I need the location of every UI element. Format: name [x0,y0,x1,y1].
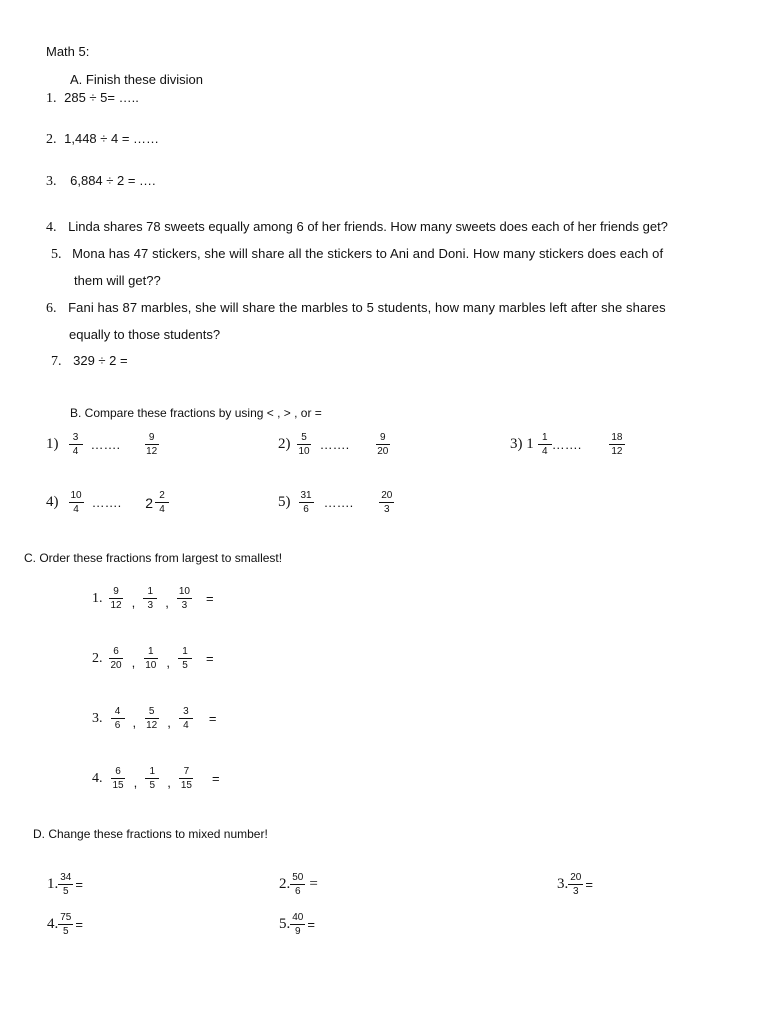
question-text: Mona has 47 stickers, she will share all the stickers to Ani and Doni. How many stickers does each of [72,246,664,261]
question-a1 [46,90,139,107]
fraction: $\frac{6}{20}$ [110,646,122,671]
question-a3 [46,173,156,190]
item-label: 2) [278,436,291,452]
compare-item-2 [278,432,390,457]
question-text: 6,884 ÷ 2 = …. [70,173,156,188]
order-item-1 [92,586,214,611]
equals-sign: = [206,651,214,666]
question-number: 4. [46,220,57,235]
order-item-4 [92,766,220,791]
section-c-heading: C. Order these fractions from largest to smallest! [24,551,283,565]
fraction: $\frac{4}{6}$ [111,706,125,731]
equals-sign: = [585,877,593,892]
equals-sign: = [309,876,318,892]
blank-dots: ……. [323,495,354,510]
compare-item-1 [46,432,159,457]
question-text: Linda shares 78 sweets equally among 6 of her friends. How many sweets does each of her friends get? [68,219,668,234]
item-number: 2. [92,650,103,666]
equals-sign: = [208,711,217,726]
equals-sign: = [75,877,83,892]
question-a6-cont: equally to those students? [69,327,221,342]
fraction: $\frac{9}{20}$ [377,432,389,457]
fraction: $\frac{1}{5}$ [178,646,192,671]
page-title: Math 5: [46,44,90,59]
fraction: $\frac{3}{4}$ [69,432,83,457]
equals-sign: = [75,917,83,932]
item-label: 5) [278,494,291,510]
question-number: 6. [46,301,57,316]
item-label: 1) [46,436,59,452]
mixed-item-1 [47,872,83,897]
fraction: $\frac{1}{4}$ [538,432,552,457]
item-number: 1. [47,876,59,892]
question-number: 2. [46,132,57,147]
separator: , [165,595,169,610]
item-number: 4. [92,770,103,786]
question-a5 [51,246,663,263]
compare-item-3 [510,432,625,457]
question-number: 3. [46,174,57,189]
separator: , [133,775,138,790]
question-text: 285 ÷ 5= ….. [64,90,139,105]
question-number: 5. [51,247,62,262]
question-a7 [51,353,128,370]
fraction: $\frac{20}{3}$ [381,490,393,515]
fraction: $\frac{5}{12}$ [146,706,158,731]
mixed-item-5 [279,912,315,937]
item-number: 4. [47,916,59,932]
mixed-item-3 [557,872,593,897]
question-a6 [46,300,666,317]
fraction: $\frac{7}{15}$ [180,766,192,791]
equals-sign: = [307,917,315,932]
question-a5-cont: them will get?? [74,273,161,288]
item-number: 3. [92,710,103,726]
fraction: $\frac{1}{3}$ [143,586,157,611]
fraction: $\frac{50}{6}$ [292,872,304,897]
section-b-heading: B. Compare these fractions by using < , > , or = [70,406,322,420]
fraction: $\frac{10}{3}$ [178,586,190,611]
order-item-3 [92,706,216,731]
fraction: $\frac{18}{12}$ [611,432,623,457]
item-label: 3) 1 [510,436,534,452]
separator: , [166,655,170,670]
fraction: $\frac{75}{5}$ [60,912,72,937]
fraction: $\frac{20}{3}$ [570,872,582,897]
item-number: 1. [92,590,103,606]
blank-dots: ……. [91,495,122,510]
fraction: $\frac{31}{6}$ [300,490,312,515]
question-text: 1,448 ÷ 4 = …… [64,131,160,146]
question-text: Fani has 87 marbles, she will share the marbles to 5 students, how many marbles left after she shares [68,300,666,315]
section-a-heading: A. Finish these division [70,72,203,87]
question-a4 [46,219,668,236]
fraction: $\frac{2}{4}$ [155,490,169,515]
blank-dots: ……. [90,437,121,452]
fraction: $\frac{9}{12}$ [110,586,122,611]
fraction: $\frac{10}{4}$ [70,490,82,515]
separator: , [131,655,136,670]
question-number: 1. [46,91,57,106]
item-label: 4) [46,494,59,510]
fraction: $\frac{5}{10}$ [298,432,310,457]
question-text: 329 ÷ 2 = [73,353,128,368]
separator: , [167,715,171,730]
order-item-2 [92,646,214,671]
fraction: $\frac{34}{5}$ [60,872,72,897]
equals-sign: = [206,591,214,606]
compare-item-4 [46,490,169,515]
item-number: 3. [557,876,569,892]
fraction: $\frac{9}{12}$ [146,432,158,457]
separator: , [167,775,171,790]
section-d-heading: D. Change these fractions to mixed number! [33,827,268,841]
question-number: 7. [51,354,62,369]
item-number: 5. [279,916,291,932]
question-a2 [46,131,159,148]
separator: , [132,715,137,730]
fraction: $\frac{1}{5}$ [145,766,159,791]
mixed-item-2 [279,872,318,897]
mixed-item-4 [47,912,83,937]
equals-sign: = [212,771,220,786]
item-number: 2. [279,876,291,892]
fraction: $\frac{1}{10}$ [145,646,157,671]
fraction: $\frac{3}{4}$ [179,706,193,731]
blank-dots: ……. [319,437,350,452]
compare-item-5 [278,490,394,515]
fraction: $\frac{40}{9}$ [292,912,304,937]
separator: , [131,595,136,610]
blank-dots: ……. [551,437,582,452]
whole-number: 2 [145,494,154,511]
fraction: $\frac{6}{15}$ [112,766,124,791]
